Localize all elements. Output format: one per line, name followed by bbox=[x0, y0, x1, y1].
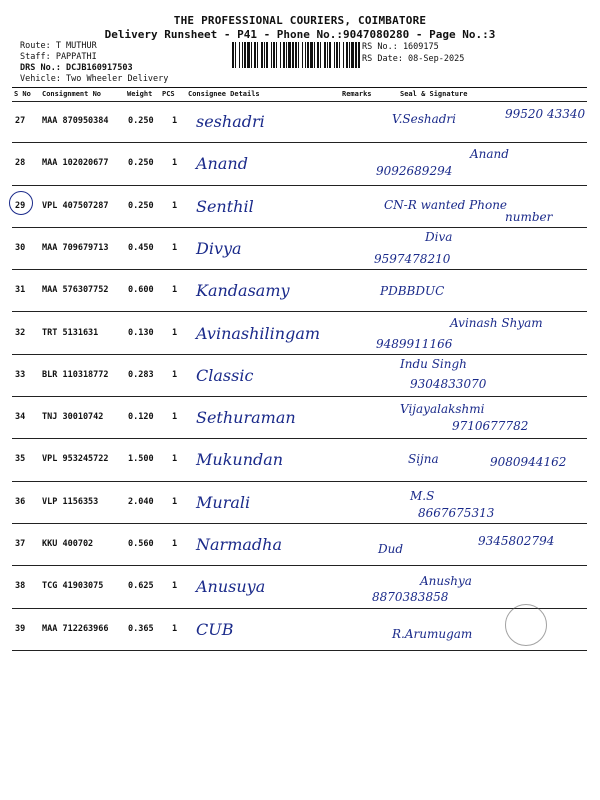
signature-phone: 8870383858 bbox=[372, 590, 449, 605]
consignment-number: MAA 870950384 bbox=[42, 116, 109, 126]
rs-number: RS No.: 1609175 bbox=[362, 42, 439, 52]
serial-number: 34 bbox=[15, 412, 26, 423]
consignment-number: TRT 5131631 bbox=[42, 327, 99, 338]
signature-text: Anushya bbox=[420, 574, 472, 589]
serial-number: 32 bbox=[15, 327, 26, 338]
signature-text: M.S bbox=[410, 488, 435, 503]
row-divider bbox=[12, 650, 587, 651]
serial-number: 39 bbox=[15, 623, 26, 634]
weight-value: 0.560 bbox=[128, 539, 154, 549]
barcode-bar bbox=[276, 42, 277, 68]
barcode-bar bbox=[339, 42, 340, 68]
pieces-count: 1 bbox=[172, 116, 178, 126]
signature-text: Indu Singh bbox=[400, 356, 467, 371]
serial-number: 38 bbox=[15, 581, 26, 592]
signature-text: Vijayalakshmi bbox=[400, 402, 485, 417]
weight-value: 0.365 bbox=[128, 623, 154, 634]
table-row bbox=[0, 101, 600, 143]
signature-phone: 9304833070 bbox=[410, 376, 487, 391]
barcode-bar bbox=[355, 42, 357, 68]
barcode-bar bbox=[261, 42, 263, 68]
serial-number: 37 bbox=[15, 539, 26, 549]
barcode-bar bbox=[302, 42, 303, 68]
table-row bbox=[0, 566, 600, 608]
pieces-count: 1 bbox=[172, 327, 178, 338]
pieces-count: 1 bbox=[172, 496, 178, 507]
table-row bbox=[0, 397, 600, 439]
col-weight: Weight bbox=[127, 90, 153, 98]
barcode-bar bbox=[271, 42, 272, 68]
circled-entry-mark bbox=[9, 191, 33, 215]
consignee-name: Avinashilingam bbox=[196, 323, 321, 343]
consignee-name: Senthil bbox=[196, 196, 254, 216]
barcode bbox=[232, 42, 359, 68]
weight-value: 0.250 bbox=[128, 116, 154, 126]
pieces-count: 1 bbox=[172, 454, 178, 465]
barcode-bar bbox=[288, 42, 291, 68]
signature-phone: 9489911166 bbox=[376, 336, 453, 351]
serial-number: 33 bbox=[15, 369, 26, 380]
weight-value: 0.250 bbox=[128, 158, 154, 169]
barcode-bar bbox=[232, 42, 234, 68]
barcode-bar bbox=[254, 42, 256, 68]
weight-value: 0.450 bbox=[128, 242, 154, 253]
barcode-bar bbox=[349, 42, 350, 68]
barcode-bar bbox=[310, 42, 313, 68]
serial-number: 28 bbox=[15, 158, 26, 169]
signature-text: Avinash Shyam bbox=[450, 315, 543, 330]
col-pcs: PCS bbox=[162, 90, 175, 98]
consignment-number: BLR 110318772 bbox=[42, 369, 109, 380]
barcode-bar bbox=[329, 42, 331, 68]
consignment-number: KKU 400702 bbox=[42, 539, 94, 549]
consignee-name: Mukundan bbox=[196, 450, 284, 470]
table-row bbox=[0, 186, 600, 228]
signature-text: Diva bbox=[425, 229, 453, 244]
weight-value: 0.120 bbox=[128, 412, 154, 423]
col-consignee: Consignee Details bbox=[188, 90, 260, 98]
consignment-number: MAA 576307752 bbox=[42, 285, 109, 296]
barcode-bar bbox=[307, 42, 309, 68]
barcode-bar bbox=[283, 42, 285, 68]
barcode-bar bbox=[242, 42, 243, 68]
serial-number: 35 bbox=[15, 454, 26, 465]
consignee-name: Divya bbox=[196, 238, 242, 258]
consignment-number: VLP 1156353 bbox=[42, 496, 99, 507]
consignment-number: VPL 407507287 bbox=[42, 200, 109, 211]
table-row bbox=[0, 439, 600, 481]
signature-text: Dud bbox=[378, 542, 404, 556]
consignment-number: TCG 41903075 bbox=[42, 581, 104, 592]
weight-value: 0.625 bbox=[128, 581, 154, 592]
pieces-count: 1 bbox=[172, 200, 178, 211]
signature-phone: 99520 43340 bbox=[505, 107, 586, 121]
table-row bbox=[0, 143, 600, 185]
weight-value: 0.283 bbox=[128, 369, 154, 380]
barcode-bar bbox=[257, 42, 258, 68]
barcode-bar bbox=[336, 42, 338, 68]
consignment-number: TNJ 30010742 bbox=[42, 412, 104, 423]
serial-number: 29 bbox=[15, 200, 26, 211]
consignment-number: MAA 102020677 bbox=[42, 158, 109, 169]
barcode-bar bbox=[264, 42, 265, 68]
col-consignment: Consignment No bbox=[42, 90, 102, 98]
table-row bbox=[0, 524, 600, 566]
barcode-bar bbox=[343, 42, 344, 68]
vehicle-label: Vehicle: Two Wheeler Delivery bbox=[20, 74, 169, 84]
pieces-count: 1 bbox=[172, 369, 178, 380]
pieces-count: 1 bbox=[172, 623, 178, 634]
consignment-number: MAA 712263966 bbox=[42, 623, 109, 634]
pieces-count: 1 bbox=[172, 412, 178, 423]
pieces-count: 1 bbox=[172, 285, 178, 296]
consignee-name: Kandasamy bbox=[196, 281, 290, 301]
consignee-name: CUB bbox=[196, 619, 234, 639]
col-sno: S No bbox=[14, 90, 31, 98]
consignee-name: Classic bbox=[196, 365, 254, 385]
barcode-bar bbox=[247, 42, 250, 68]
barcode-bar bbox=[346, 42, 348, 68]
signature-text: CN-R wanted Phone bbox=[384, 197, 508, 212]
pieces-count: 1 bbox=[172, 242, 178, 253]
signature-text: PDBBDUC bbox=[380, 284, 445, 299]
staff-label: Staff: PAPPATHI bbox=[20, 52, 97, 62]
weight-value: 0.600 bbox=[128, 285, 154, 296]
barcode-bar bbox=[280, 42, 281, 68]
signature-text: V.Seshadri bbox=[392, 112, 457, 126]
barcode-bar bbox=[351, 42, 354, 68]
runsheet-subtitle: Delivery Runsheet - P41 - Phone No.:9047080280 - Page No.:3 bbox=[104, 28, 496, 41]
table-row bbox=[0, 270, 600, 312]
consignee-name: Narmadha bbox=[196, 535, 282, 554]
serial-number: 36 bbox=[15, 496, 26, 507]
barcode-bar bbox=[286, 42, 287, 68]
signature-phone: 9092689294 bbox=[376, 164, 453, 179]
barcode-bar bbox=[292, 42, 294, 68]
weight-value: 0.250 bbox=[128, 200, 154, 211]
pieces-count: 1 bbox=[172, 539, 178, 549]
table-row bbox=[0, 228, 600, 270]
barcode-bar bbox=[327, 42, 328, 68]
barcode-bar bbox=[298, 42, 299, 68]
rs-date: RS Date: 08-Sep-2025 bbox=[362, 54, 465, 64]
consignee-name: Anand bbox=[196, 154, 248, 174]
table-row bbox=[0, 482, 600, 524]
signature-phone: number bbox=[505, 209, 553, 224]
weight-value: 0.130 bbox=[128, 327, 154, 338]
barcode-bar bbox=[239, 42, 240, 68]
barcode-bar bbox=[324, 42, 326, 68]
header-top-rule bbox=[12, 87, 587, 88]
consignment-number: VPL 953245722 bbox=[42, 454, 109, 465]
signature-phone: 9080944162 bbox=[490, 455, 567, 470]
consignee-name: Sethuraman bbox=[196, 408, 296, 428]
barcode-bar bbox=[320, 42, 321, 68]
consignee-name: Murali bbox=[196, 492, 251, 512]
pieces-count: 1 bbox=[172, 158, 178, 169]
drs-number: DRS No.: DCJB160917503 bbox=[20, 63, 133, 73]
signature-phone: 9345802794 bbox=[478, 534, 555, 548]
signature-phone: 8667675313 bbox=[418, 505, 495, 520]
barcode-bar bbox=[295, 42, 297, 68]
barcode-bar bbox=[235, 42, 236, 68]
barcode-bar bbox=[317, 42, 319, 68]
route-label: Route: T MUTHUR bbox=[20, 41, 97, 51]
barcode-bar bbox=[251, 42, 252, 68]
table-row bbox=[0, 355, 600, 397]
barcode-bar bbox=[273, 42, 275, 68]
weight-value: 1.500 bbox=[128, 454, 154, 465]
consignee-name: Anusuya bbox=[196, 577, 266, 597]
signature-phone: 9710677782 bbox=[452, 419, 529, 434]
company-title: THE PROFESSIONAL COURIERS, COIMBATORE bbox=[173, 14, 427, 27]
barcode-bar bbox=[334, 42, 335, 68]
pieces-count: 1 bbox=[172, 581, 178, 592]
courier-stamp bbox=[505, 604, 547, 646]
weight-value: 2.040 bbox=[128, 496, 154, 507]
barcode-bar bbox=[305, 42, 306, 68]
col-seal-signature: Seal & Signature bbox=[400, 90, 468, 98]
signature-phone: 9597478210 bbox=[374, 251, 451, 266]
serial-number: 31 bbox=[15, 285, 26, 296]
signature-text: R.Arumugam bbox=[392, 626, 473, 641]
barcode-bar bbox=[358, 42, 360, 68]
consignee-name: seshadri bbox=[196, 112, 265, 131]
barcode-bar bbox=[314, 42, 315, 68]
consignment-number: MAA 709679713 bbox=[42, 242, 109, 253]
signature-text: Anand bbox=[470, 147, 509, 162]
signature-text: Sijna bbox=[408, 452, 439, 467]
serial-number: 30 bbox=[15, 242, 26, 253]
barcode-bar bbox=[266, 42, 268, 68]
barcode-bar bbox=[244, 42, 246, 68]
table-row bbox=[0, 313, 600, 355]
col-remarks: Remarks bbox=[342, 90, 372, 98]
serial-number: 27 bbox=[15, 116, 26, 126]
